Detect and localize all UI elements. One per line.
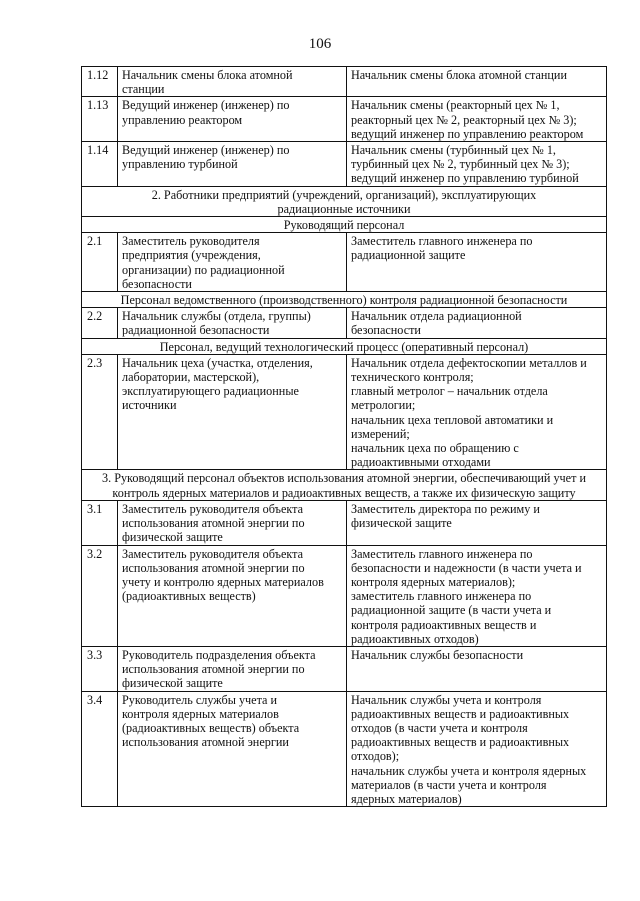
equivalent-position-line: Заместитель директора по режиму и <box>351 501 540 516</box>
equivalent-position <box>347 308 607 338</box>
item-number: 1.14 <box>82 142 118 187</box>
item-number: 2.2 <box>82 308 118 338</box>
section-header <box>82 470 607 500</box>
equivalent-position-line: радиационной защите <box>351 248 466 263</box>
item-number: 2.1 <box>82 233 118 292</box>
equivalent-position-line: главный метролог – начальник отдела <box>351 384 548 399</box>
equivalent-position-line: безопасности <box>351 323 421 338</box>
equivalent-position-line: отходов); <box>351 749 400 764</box>
position-title-line: использования атомной энергии <box>122 735 289 750</box>
table-row <box>82 308 607 338</box>
equivalent-position-line: заместитель главного инженера по <box>351 589 532 604</box>
item-number: 3.3 <box>82 646 118 691</box>
position-title-line: (радиоактивных веществ) <box>122 589 256 604</box>
equivalent-position-line: безопасности и надежности (в части учета и <box>351 560 582 575</box>
section-header-row <box>82 470 607 500</box>
equivalent-position-line: начальник цеха по обращению с <box>351 441 519 456</box>
item-number: 1.13 <box>82 97 118 142</box>
equivalent-position-line: технического контроля; <box>351 370 474 385</box>
equivalent-position-line: отходов (в части учета и контроля <box>351 720 528 735</box>
equivalent-position <box>347 354 607 470</box>
equivalent-position-line: Начальник службы учета и контроля <box>351 692 542 707</box>
position-title <box>118 500 347 545</box>
equivalent-position-line: метрологии; <box>351 398 416 413</box>
equivalent-position-line: Заместитель главного инженера по <box>351 234 533 249</box>
position-title <box>118 233 347 292</box>
position-title-line: контроля ядерных материалов <box>122 706 279 721</box>
position-title-line: безопасности <box>122 276 192 291</box>
table-row <box>82 142 607 187</box>
position-title <box>118 67 347 97</box>
item-number: 1.12 <box>82 67 118 97</box>
equivalent-position-line: ядерных материалов) <box>351 791 462 806</box>
position-title <box>118 545 347 646</box>
position-title-line: Руководитель службы учета и <box>122 692 278 707</box>
equivalent-position-line: контроля ядерных материалов); <box>351 574 516 589</box>
equivalent-position-line: турбинный цех № 2, турбинный цех № 3); <box>351 157 570 172</box>
equivalent-position-line: измерений; <box>351 426 410 441</box>
position-title-line: источники <box>122 398 177 413</box>
equivalent-position-line: радиоактивных отходов) <box>351 631 479 646</box>
position-title-line: эксплуатирующего радиационные <box>122 384 299 399</box>
position-title <box>118 97 347 142</box>
equivalent-position-line: Начальник смены (турбинный цех № 1, <box>351 143 556 158</box>
equivalent-position <box>347 97 607 142</box>
item-number: 3.1 <box>82 500 118 545</box>
table-row <box>82 646 607 691</box>
position-title-line: организации) по радиационной <box>122 262 285 277</box>
position-title-line: радиационной безопасности <box>122 323 270 338</box>
section-header <box>82 292 607 308</box>
position-title-line: (радиоактивных веществ) объекта <box>122 720 300 735</box>
equivalent-position-line: радиоактивных веществ и радиоактивных <box>351 735 570 750</box>
position-title-line: использования атомной энергии по <box>122 560 305 575</box>
section-header-line: Персонал, ведущий технологический процесс (оперативный персонал) <box>159 339 529 354</box>
equivalent-position-line: начальник цеха тепловой автоматики и <box>351 412 554 427</box>
position-title-line: учету и контролю ядерных материалов <box>122 574 324 589</box>
section-header-line: Руководящий персонал <box>283 218 405 233</box>
position-title-line: управлению турбиной <box>122 157 238 172</box>
table-row <box>82 691 607 807</box>
section-header-line: 3. Руководящий персонал объектов использования атомной энергии, обеспечивающий учет и <box>102 471 586 486</box>
table-row <box>82 67 607 97</box>
position-title-line: использования атомной энергии по <box>122 516 305 531</box>
position-title <box>118 691 347 807</box>
section-header <box>82 217 607 233</box>
section-header-line: Персонал ведомственного (производственного) контроля радиационной безопасности <box>120 293 568 308</box>
equivalent-position-line: реакторный цех № 2, реакторный цех № 3); <box>351 112 577 127</box>
table-row <box>82 354 607 470</box>
position-title-line: предприятия (учреждения, <box>122 248 261 263</box>
equivalent-position-line: радиоактивными отходами <box>351 455 491 470</box>
equivalent-position <box>347 142 607 187</box>
position-title <box>118 142 347 187</box>
position-title-line: Заместитель руководителя объекта <box>122 501 303 516</box>
equivalent-position <box>347 233 607 292</box>
equivalent-position-line: Начальник смены блока атомной станции <box>351 68 567 82</box>
section-header-row <box>82 217 607 233</box>
equivalent-position <box>347 67 607 97</box>
position-title-line: Заместитель руководителя <box>122 234 260 249</box>
equivalent-position-line: физической защите <box>351 516 452 531</box>
position-title-line: управлению реактором <box>122 112 243 127</box>
positions-table <box>81 66 607 807</box>
position-title-line: Ведущий инженер (инженер) по <box>122 143 290 158</box>
position-title-line: Руководитель подразделения объекта <box>122 647 316 662</box>
section-header-row <box>82 186 607 216</box>
position-title-line: Начальник службы (отдела, группы) <box>122 309 311 324</box>
table-row <box>82 545 607 646</box>
table-row <box>82 233 607 292</box>
position-title-line: станции <box>122 82 165 97</box>
item-number: 2.3 <box>82 354 118 470</box>
section-header <box>82 338 607 354</box>
position-title-line: Ведущий инженер (инженер) по <box>122 98 290 113</box>
table-row <box>82 97 607 142</box>
section-header-line: контроль ядерных материалов и радиоактивных веществ, а также их физическую защиту <box>112 485 576 500</box>
section-header-line: радиационные источники <box>277 201 411 216</box>
equivalent-position-line: Заместитель главного инженера по <box>351 546 533 561</box>
equivalent-position-line: радиоактивных веществ и радиоактивных <box>351 706 570 721</box>
section-header-row <box>82 338 607 354</box>
section-header-line: 2. Работники предприятий (учреждений, организаций), эксплуатирующих <box>151 187 537 202</box>
equivalent-position <box>347 500 607 545</box>
position-title-line: физической защите <box>122 676 223 691</box>
position-title-line: лаборатории, мастерской), <box>122 370 260 385</box>
section-header-row <box>82 292 607 308</box>
item-number: 3.4 <box>82 691 118 807</box>
equivalent-position-line: материалов (в части учета и контроля <box>351 777 547 792</box>
table-body <box>82 67 607 807</box>
page-number: 106 <box>308 36 332 52</box>
equivalent-position-line: Начальник службы безопасности <box>351 647 524 662</box>
position-title-line: Заместитель руководителя объекта <box>122 546 303 561</box>
position-title-line: использования атомной энергии по <box>122 662 305 677</box>
equivalent-position-line: радиационной защите (в части учета и <box>351 603 552 618</box>
position-title-line: физической защите <box>122 530 223 545</box>
item-number: 3.2 <box>82 545 118 646</box>
equivalent-position-line: ведущий инженер по управлению реактором <box>351 126 584 141</box>
position-title-line: Начальник смены блока атомной <box>122 68 293 82</box>
section-header <box>82 186 607 216</box>
equivalent-position <box>347 646 607 691</box>
equivalent-position-line: начальник службы учета и контроля ядерных <box>351 763 587 778</box>
equivalent-position-line: Начальник смены (реакторный цех № 1, <box>351 98 560 113</box>
equivalent-position <box>347 691 607 807</box>
position-title-line: Начальник цеха (участка, отделения, <box>122 355 313 370</box>
equivalent-position <box>347 545 607 646</box>
equivalent-position-line: контроля радиоактивных веществ и <box>351 617 537 632</box>
equivalent-position-line: Начальник отдела радиационной <box>351 309 522 324</box>
position-title <box>118 646 347 691</box>
position-title <box>118 354 347 470</box>
table-row <box>82 500 607 545</box>
equivalent-position-line: Начальник отдела дефектоскопии металлов и <box>351 355 587 370</box>
equivalent-position-line: ведущий инженер по управлению турбиной <box>351 171 579 186</box>
position-title <box>118 308 347 338</box>
